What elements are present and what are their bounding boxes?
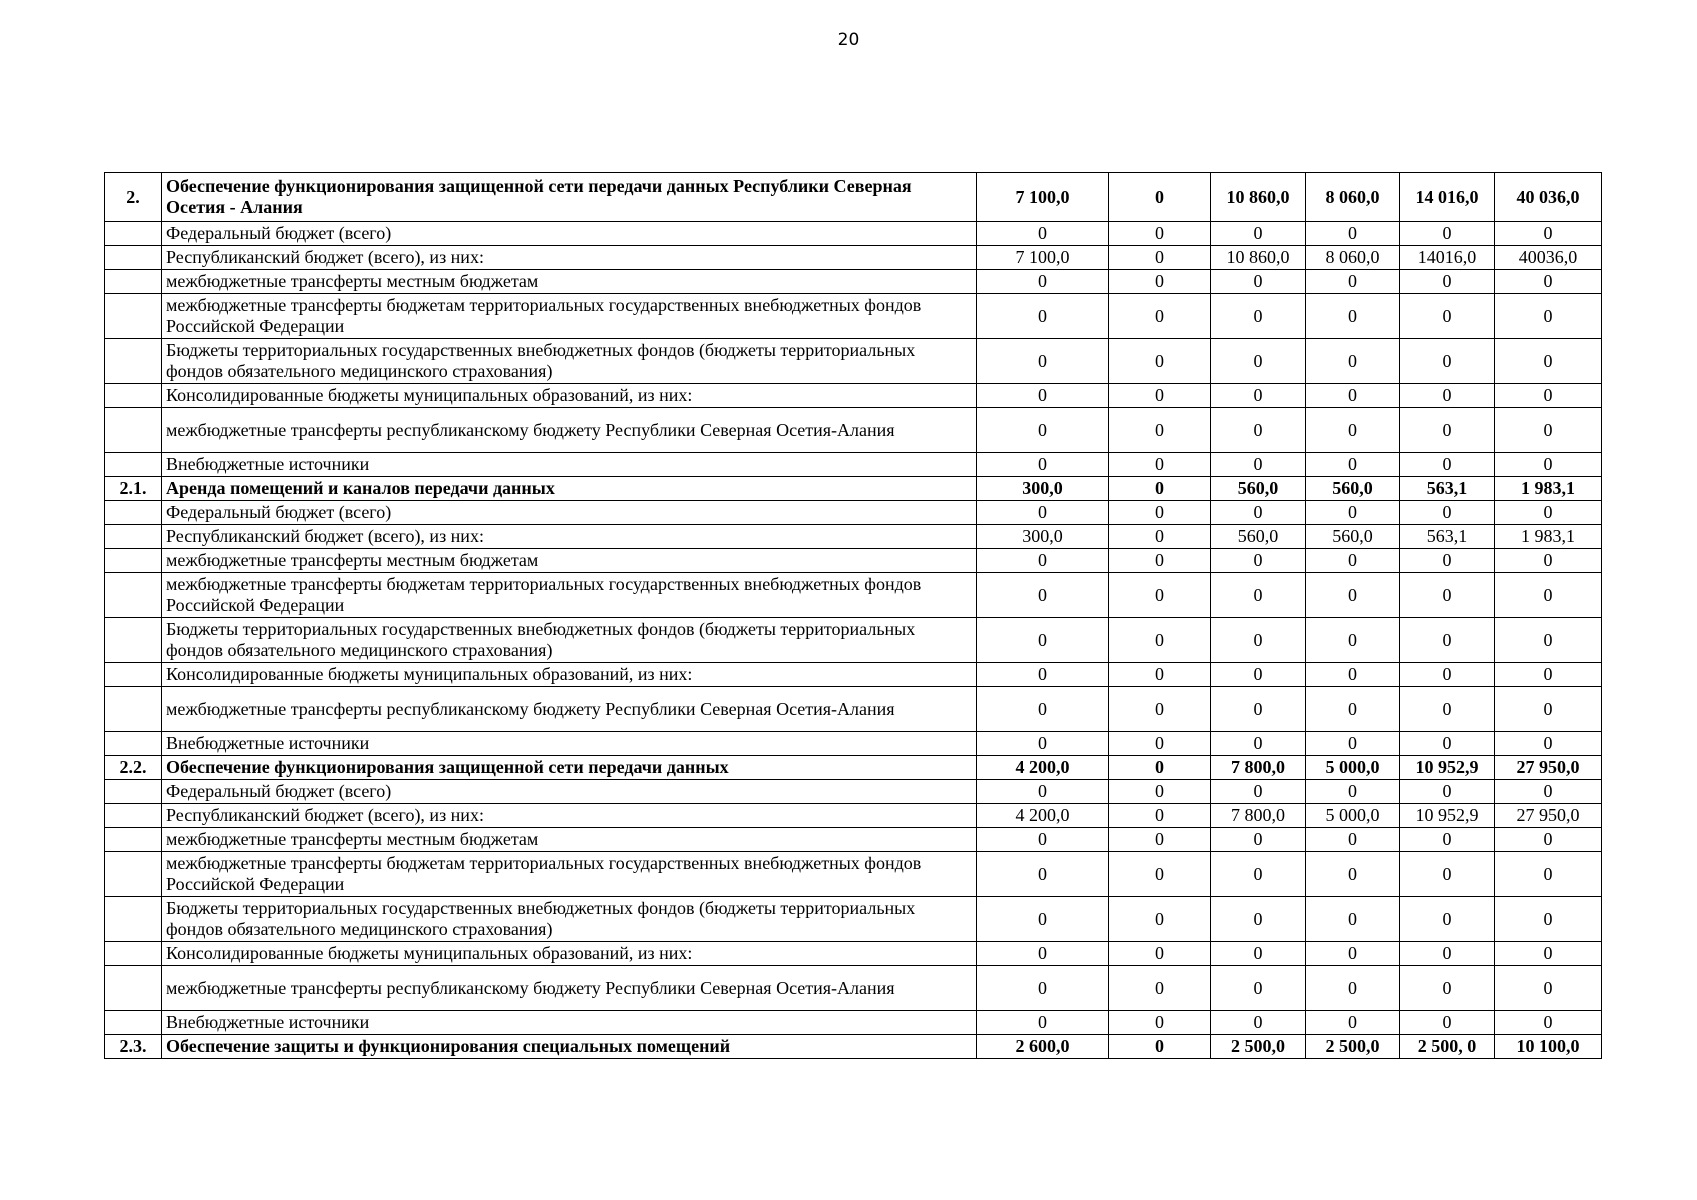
value-cell: 4 200,0 (977, 756, 1109, 780)
value-cell: 0 (1109, 384, 1211, 408)
value-cell: 0 (1400, 687, 1495, 732)
value-cell: 0 (1400, 501, 1495, 525)
value-cell: 0 (1400, 966, 1495, 1011)
value-cell: 0 (1400, 852, 1495, 897)
value-cell: 0 (1400, 294, 1495, 339)
row-label-cell: Республиканский бюджет (всего), из них: (162, 804, 977, 828)
row-number-cell (105, 663, 162, 687)
value-cell: 0 (1211, 270, 1306, 294)
row-label-cell: Обеспечение защиты и функционирования специальных помещений (162, 1035, 977, 1059)
value-cell: 0 (1109, 1035, 1211, 1059)
value-cell: 0 (977, 780, 1109, 804)
value-cell: 7 100,0 (977, 173, 1109, 222)
value-cell: 27 950,0 (1495, 804, 1602, 828)
value-cell: 1 983,1 (1495, 477, 1602, 501)
value-cell: 0 (977, 384, 1109, 408)
value-cell: 0 (1211, 453, 1306, 477)
value-cell: 0 (977, 1011, 1109, 1035)
row-label-cell: Аренда помещений и каналов передачи данных (162, 477, 977, 501)
value-cell: 0 (977, 339, 1109, 384)
value-cell: 0 (977, 966, 1109, 1011)
value-cell: 0 (1109, 294, 1211, 339)
value-cell: 0 (1306, 828, 1400, 852)
value-cell: 0 (1109, 942, 1211, 966)
value-cell: 0 (1306, 339, 1400, 384)
value-cell: 0 (1495, 294, 1602, 339)
table-row (105, 780, 1602, 804)
value-cell: 560,0 (1211, 525, 1306, 549)
row-label-cell: Обеспечение функционирования защищенной сети передачи данных (162, 756, 977, 780)
value-cell: 0 (1211, 687, 1306, 732)
row-number-cell (105, 453, 162, 477)
row-number-cell (105, 222, 162, 246)
value-cell: 0 (977, 573, 1109, 618)
value-cell: 0 (1306, 270, 1400, 294)
table-row (105, 852, 1602, 897)
value-cell: 0 (1109, 828, 1211, 852)
value-cell: 0 (1495, 453, 1602, 477)
budget-table (104, 172, 1602, 1059)
row-label-cell: межбюджетные трансферты местным бюджетам (162, 549, 977, 573)
row-number-cell (105, 1011, 162, 1035)
value-cell: 0 (1306, 618, 1400, 663)
table-row (105, 222, 1602, 246)
value-cell: 10 860,0 (1211, 173, 1306, 222)
table-row (105, 966, 1602, 1011)
value-cell: 0 (1306, 942, 1400, 966)
value-cell: 0 (977, 687, 1109, 732)
value-cell: 0 (1306, 732, 1400, 756)
table-row (105, 1011, 1602, 1035)
row-number-cell: 2.2. (105, 756, 162, 780)
value-cell: 0 (1109, 501, 1211, 525)
value-cell: 563,1 (1400, 525, 1495, 549)
value-cell: 0 (977, 294, 1109, 339)
table-row (105, 501, 1602, 525)
value-cell: 0 (977, 852, 1109, 897)
value-cell: 0 (1211, 663, 1306, 687)
value-cell: 0 (1400, 573, 1495, 618)
value-cell: 0 (1400, 828, 1495, 852)
value-cell: 8 060,0 (1306, 246, 1400, 270)
table-row (105, 804, 1602, 828)
value-cell: 0 (1211, 501, 1306, 525)
value-cell: 300,0 (977, 525, 1109, 549)
value-cell: 0 (1306, 780, 1400, 804)
row-label-cell: Внебюджетные источники (162, 1011, 977, 1035)
value-cell: 0 (1211, 780, 1306, 804)
value-cell: 27 950,0 (1495, 756, 1602, 780)
value-cell: 0 (1495, 828, 1602, 852)
value-cell: 0 (1211, 732, 1306, 756)
value-cell: 0 (1495, 549, 1602, 573)
value-cell: 0 (1306, 663, 1400, 687)
table-row (105, 549, 1602, 573)
value-cell: 0 (1211, 942, 1306, 966)
value-cell: 0 (1400, 942, 1495, 966)
value-cell: 0 (1109, 618, 1211, 663)
value-cell: 0 (977, 663, 1109, 687)
value-cell: 0 (1211, 294, 1306, 339)
value-cell: 0 (977, 828, 1109, 852)
value-cell: 0 (1400, 780, 1495, 804)
value-cell: 0 (977, 408, 1109, 453)
value-cell: 0 (977, 222, 1109, 246)
table-row (105, 663, 1602, 687)
value-cell: 0 (1109, 222, 1211, 246)
table-row (105, 687, 1602, 732)
value-cell: 0 (1306, 573, 1400, 618)
table-row (105, 1035, 1602, 1059)
value-cell: 0 (1109, 270, 1211, 294)
row-number-cell (105, 618, 162, 663)
value-cell: 0 (1109, 453, 1211, 477)
row-label-cell: межбюджетные трансферты бюджетам территориальных государственных внебюджетных фондов Российской Федерации (162, 852, 977, 897)
value-cell: 0 (1109, 804, 1211, 828)
row-label-cell: Бюджеты территориальных государственных внебюджетных фондов (бюджеты территориальных фондов обязательного медицинского страхования) (162, 618, 977, 663)
value-cell: 0 (1109, 246, 1211, 270)
row-number-cell (105, 732, 162, 756)
value-cell: 0 (1211, 222, 1306, 246)
value-cell: 0 (1495, 501, 1602, 525)
row-number-cell: 2. (105, 173, 162, 222)
table-row (105, 384, 1602, 408)
value-cell: 0 (1306, 222, 1400, 246)
value-cell: 40 036,0 (1495, 173, 1602, 222)
row-label-cell: Федеральный бюджет (всего) (162, 780, 977, 804)
row-number-cell (105, 549, 162, 573)
row-label-cell: межбюджетные трансферты республиканскому бюджету Республики Северная Осетия-Алания (162, 408, 977, 453)
value-cell: 0 (977, 897, 1109, 942)
value-cell: 0 (1211, 966, 1306, 1011)
table-row (105, 294, 1602, 339)
value-cell: 0 (1109, 897, 1211, 942)
row-label-cell: Республиканский бюджет (всего), из них: (162, 525, 977, 549)
value-cell: 0 (1211, 408, 1306, 453)
value-cell: 0 (1211, 1011, 1306, 1035)
value-cell: 0 (1400, 222, 1495, 246)
row-number-cell (105, 573, 162, 618)
table-row (105, 173, 1602, 222)
value-cell: 0 (1400, 408, 1495, 453)
row-label-cell: межбюджетные трансферты местным бюджетам (162, 270, 977, 294)
value-cell: 0 (1495, 852, 1602, 897)
table-body (105, 173, 1602, 1059)
value-cell: 560,0 (1306, 477, 1400, 501)
table-row (105, 828, 1602, 852)
value-cell: 0 (1306, 384, 1400, 408)
row-label-cell: Федеральный бюджет (всего) (162, 501, 977, 525)
value-cell: 10 860,0 (1211, 246, 1306, 270)
value-cell: 0 (1306, 294, 1400, 339)
row-number-cell (105, 966, 162, 1011)
row-label-cell: Обеспечение функционирования защищенной сети передачи данных Республики Северная Осетия - Алания (162, 173, 977, 222)
row-number-cell (105, 384, 162, 408)
value-cell: 0 (1400, 339, 1495, 384)
value-cell: 4 200,0 (977, 804, 1109, 828)
value-cell: 2 600,0 (977, 1035, 1109, 1059)
value-cell: 0 (1109, 573, 1211, 618)
value-cell: 0 (1495, 1011, 1602, 1035)
value-cell: 0 (1495, 732, 1602, 756)
value-cell: 0 (1109, 756, 1211, 780)
row-number-cell (105, 942, 162, 966)
value-cell: 10 952,9 (1400, 804, 1495, 828)
value-cell: 0 (1109, 732, 1211, 756)
value-cell: 0 (1109, 852, 1211, 897)
value-cell: 0 (1400, 549, 1495, 573)
value-cell: 14016,0 (1400, 246, 1495, 270)
value-cell: 0 (1109, 1011, 1211, 1035)
value-cell: 560,0 (1306, 525, 1400, 549)
value-cell: 2 500,0 (1306, 1035, 1400, 1059)
value-cell: 300,0 (977, 477, 1109, 501)
value-cell: 0 (977, 618, 1109, 663)
row-number-cell (105, 525, 162, 549)
value-cell: 0 (1495, 897, 1602, 942)
table-row (105, 246, 1602, 270)
value-cell: 0 (1306, 852, 1400, 897)
value-cell: 0 (977, 549, 1109, 573)
value-cell: 2 500,0 (1211, 1035, 1306, 1059)
row-number-cell (105, 294, 162, 339)
row-label-cell: Внебюджетные источники (162, 453, 977, 477)
table-row (105, 408, 1602, 453)
value-cell: 0 (1109, 687, 1211, 732)
table-row (105, 339, 1602, 384)
value-cell: 0 (1495, 339, 1602, 384)
value-cell: 0 (1306, 687, 1400, 732)
value-cell: 5 000,0 (1306, 756, 1400, 780)
table-row (105, 732, 1602, 756)
value-cell: 0 (1109, 663, 1211, 687)
value-cell: 0 (1211, 384, 1306, 408)
value-cell: 7 800,0 (1211, 756, 1306, 780)
value-cell: 0 (977, 732, 1109, 756)
value-cell: 0 (1495, 942, 1602, 966)
value-cell: 0 (1495, 780, 1602, 804)
value-cell: 0 (1400, 270, 1495, 294)
value-cell: 8 060,0 (1306, 173, 1400, 222)
row-label-cell: Консолидированные бюджеты муниципальных образований, из них: (162, 384, 977, 408)
value-cell: 0 (1400, 663, 1495, 687)
value-cell: 0 (1109, 780, 1211, 804)
value-cell: 563,1 (1400, 477, 1495, 501)
row-label-cell: Консолидированные бюджеты муниципальных образований, из них: (162, 942, 977, 966)
row-number-cell (105, 408, 162, 453)
table-row (105, 756, 1602, 780)
value-cell: 0 (1211, 549, 1306, 573)
row-number-cell (105, 804, 162, 828)
value-cell: 0 (977, 453, 1109, 477)
value-cell: 0 (1211, 573, 1306, 618)
row-label-cell: Федеральный бюджет (всего) (162, 222, 977, 246)
row-number-cell: 2.3. (105, 1035, 162, 1059)
table-row (105, 270, 1602, 294)
value-cell: 0 (1495, 408, 1602, 453)
value-cell: 0 (1400, 384, 1495, 408)
value-cell: 560,0 (1211, 477, 1306, 501)
value-cell: 2 500, 0 (1400, 1035, 1495, 1059)
value-cell: 0 (1495, 222, 1602, 246)
value-cell: 0 (1306, 408, 1400, 453)
row-number-cell: 2.1. (105, 477, 162, 501)
value-cell: 0 (1306, 453, 1400, 477)
value-cell: 1 983,1 (1495, 525, 1602, 549)
row-label-cell: межбюджетные трансферты местным бюджетам (162, 828, 977, 852)
row-number-cell (105, 501, 162, 525)
row-label-cell: межбюджетные трансферты бюджетам территориальных государственных внебюджетных фондов Российской Федерации (162, 573, 977, 618)
row-label-cell: межбюджетные трансферты республиканскому бюджету Республики Северная Осетия-Алания (162, 966, 977, 1011)
value-cell: 0 (1211, 897, 1306, 942)
table-row (105, 453, 1602, 477)
row-label-cell: Республиканский бюджет (всего), из них: (162, 246, 977, 270)
value-cell: 0 (1211, 828, 1306, 852)
value-cell: 10 100,0 (1495, 1035, 1602, 1059)
row-number-cell (105, 897, 162, 942)
value-cell: 0 (1495, 270, 1602, 294)
value-cell: 0 (977, 942, 1109, 966)
table-row (105, 897, 1602, 942)
value-cell: 7 800,0 (1211, 804, 1306, 828)
value-cell: 0 (1495, 687, 1602, 732)
row-label-cell: межбюджетные трансферты бюджетам территориальных государственных внебюджетных фондов Российской Федерации (162, 294, 977, 339)
value-cell: 0 (1400, 453, 1495, 477)
row-label-cell: межбюджетные трансферты республиканскому бюджету Республики Северная Осетия-Алания (162, 687, 977, 732)
table-row (105, 573, 1602, 618)
row-number-cell (105, 687, 162, 732)
value-cell: 10 952,9 (1400, 756, 1495, 780)
row-label-cell: Бюджеты территориальных государственных внебюджетных фондов (бюджеты территориальных фондов обязательного медицинского страхования) (162, 897, 977, 942)
value-cell: 0 (1211, 618, 1306, 663)
value-cell: 0 (1495, 663, 1602, 687)
row-number-cell (105, 270, 162, 294)
value-cell: 0 (1306, 1011, 1400, 1035)
value-cell: 0 (1400, 732, 1495, 756)
row-label-cell: Консолидированные бюджеты муниципальных образований, из них: (162, 663, 977, 687)
value-cell: 0 (977, 270, 1109, 294)
value-cell: 0 (1109, 549, 1211, 573)
value-cell: 0 (1400, 618, 1495, 663)
value-cell: 0 (1211, 852, 1306, 897)
table-row (105, 618, 1602, 663)
value-cell: 14 016,0 (1400, 173, 1495, 222)
row-number-cell (105, 246, 162, 270)
value-cell: 0 (1495, 618, 1602, 663)
value-cell: 40036,0 (1495, 246, 1602, 270)
value-cell: 0 (1495, 573, 1602, 618)
table-row (105, 525, 1602, 549)
value-cell: 7 100,0 (977, 246, 1109, 270)
value-cell: 5 000,0 (1306, 804, 1400, 828)
value-cell: 0 (1109, 525, 1211, 549)
value-cell: 0 (1211, 339, 1306, 384)
value-cell: 0 (1495, 966, 1602, 1011)
row-label-cell: Внебюджетные источники (162, 732, 977, 756)
value-cell: 0 (1306, 966, 1400, 1011)
value-cell: 0 (1109, 339, 1211, 384)
value-cell: 0 (1306, 897, 1400, 942)
value-cell: 0 (1109, 408, 1211, 453)
row-number-cell (105, 780, 162, 804)
value-cell: 0 (977, 501, 1109, 525)
row-label-cell: Бюджеты территориальных государственных внебюджетных фондов (бюджеты территориальных фондов обязательного медицинского страхования) (162, 339, 977, 384)
value-cell: 0 (1306, 549, 1400, 573)
page-number: 20 (837, 30, 860, 50)
value-cell: 0 (1109, 966, 1211, 1011)
table-row (105, 477, 1602, 501)
value-cell: 0 (1400, 1011, 1495, 1035)
value-cell: 0 (1109, 173, 1211, 222)
table-row (105, 942, 1602, 966)
row-number-cell (105, 339, 162, 384)
value-cell: 0 (1400, 897, 1495, 942)
value-cell: 0 (1109, 477, 1211, 501)
row-number-cell (105, 852, 162, 897)
value-cell: 0 (1495, 384, 1602, 408)
row-number-cell (105, 828, 162, 852)
value-cell: 0 (1306, 501, 1400, 525)
